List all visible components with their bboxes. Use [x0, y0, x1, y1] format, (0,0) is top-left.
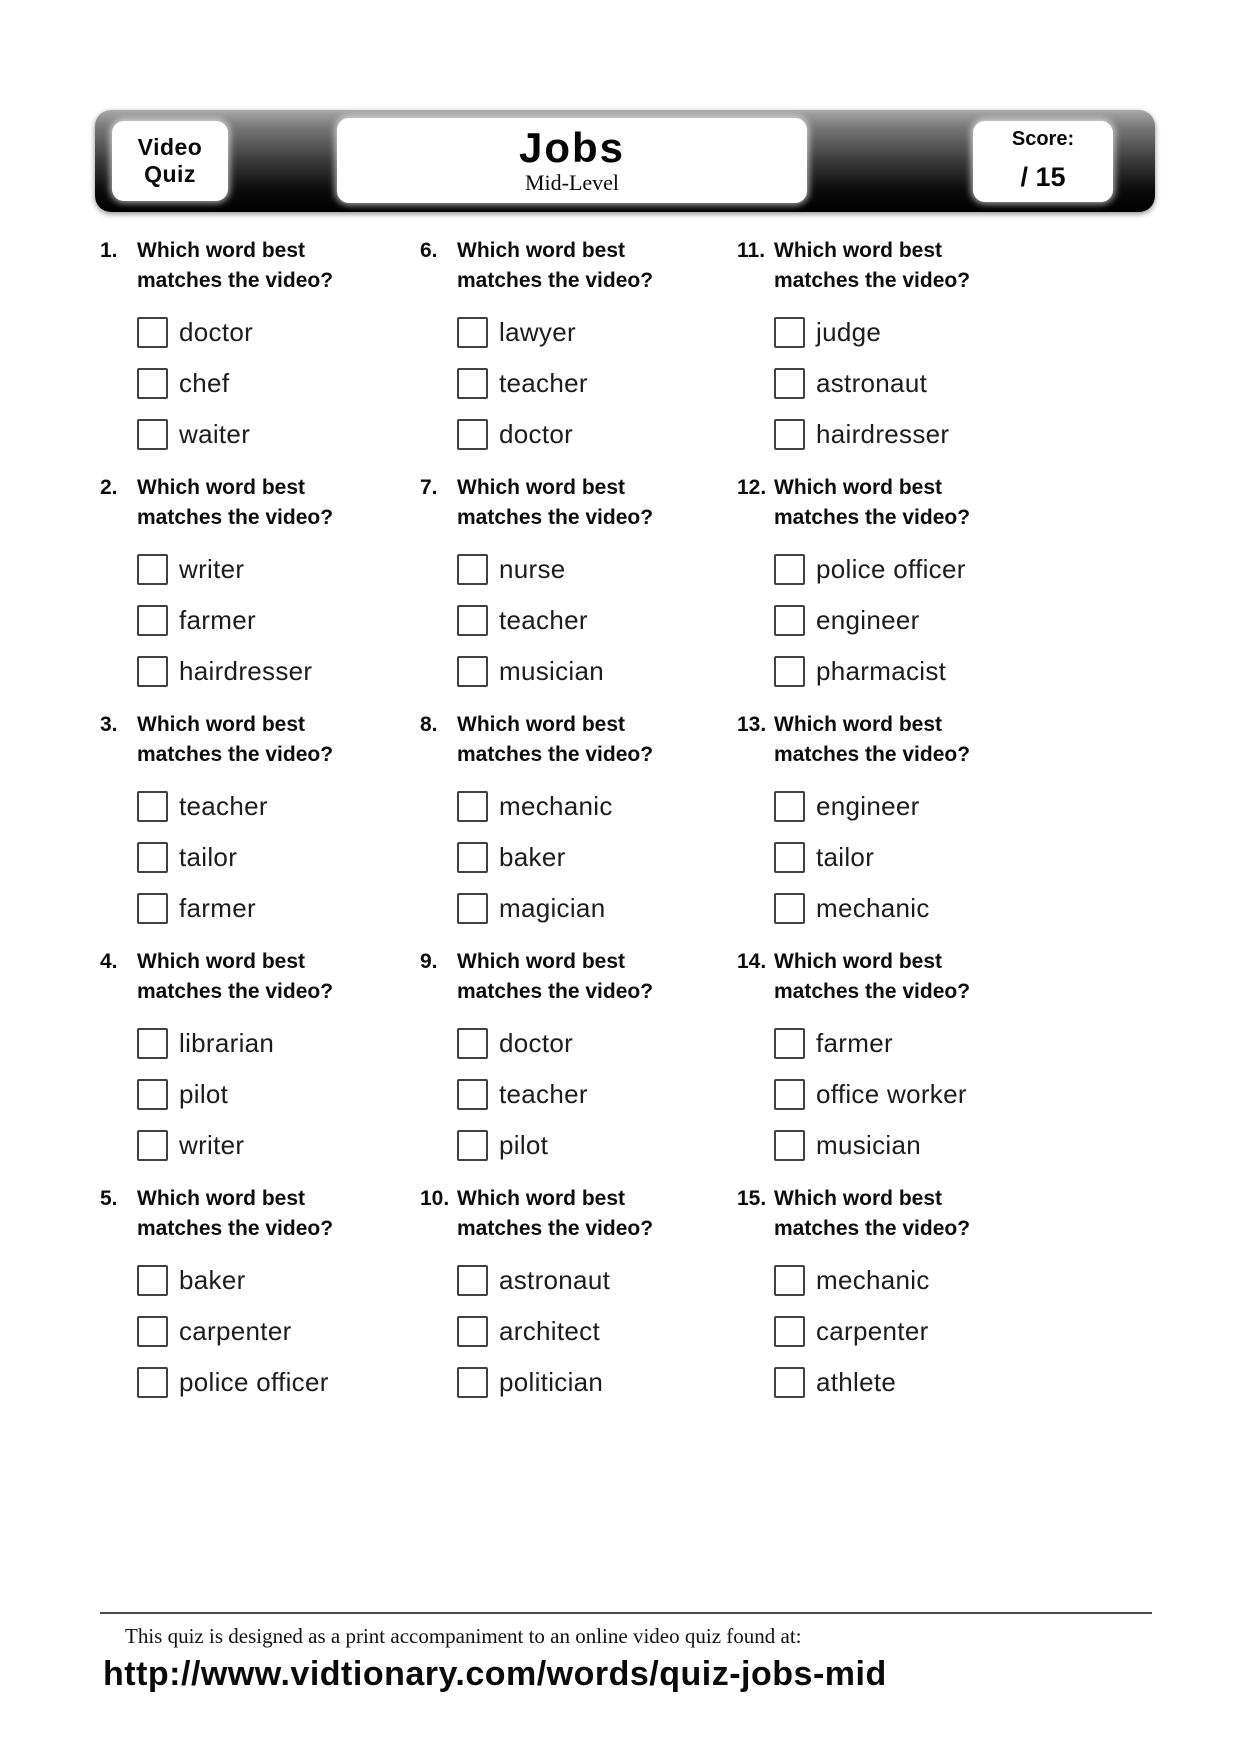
- checkbox[interactable]: [457, 419, 488, 450]
- score-box: [973, 121, 1113, 202]
- checkbox[interactable]: [774, 1316, 805, 1347]
- question-block: [737, 236, 1152, 473]
- question-number: 11.: [737, 239, 766, 262]
- question-number: 5.: [100, 1187, 118, 1210]
- option-label: teacher: [499, 605, 588, 635]
- question-heading: [737, 473, 1152, 533]
- footer-url: http://www.vidtionary.com/words/quiz-jobs-mid: [103, 1655, 887, 1693]
- option-label: politician: [499, 1367, 604, 1397]
- option-row: [774, 646, 1152, 697]
- option-label: police officer: [816, 554, 966, 584]
- option-label: engineer: [816, 791, 920, 821]
- option-row: [774, 1306, 1152, 1357]
- option-row: [774, 1120, 1152, 1171]
- question-heading: [420, 710, 737, 770]
- question-heading: [737, 710, 1152, 770]
- option-row: [137, 358, 420, 409]
- checkbox[interactable]: [457, 1028, 488, 1059]
- option-row: [457, 781, 737, 832]
- options: [137, 1255, 420, 1408]
- question-heading: [100, 947, 420, 1007]
- question-heading: [420, 236, 737, 296]
- option-row: [457, 358, 737, 409]
- question-prompt: Which word best matches the video?: [457, 476, 654, 529]
- question-block: [100, 710, 420, 947]
- question-number: 10.: [420, 1187, 450, 1210]
- option-row: [774, 1255, 1152, 1306]
- question-number: 6.: [420, 239, 438, 262]
- option-row: [137, 595, 420, 646]
- question-heading: [100, 710, 420, 770]
- checkbox[interactable]: [457, 1367, 488, 1398]
- options: [457, 544, 737, 697]
- checkbox[interactable]: [774, 656, 805, 687]
- option-row: [457, 1255, 737, 1306]
- question-prompt: Which word best matches the video?: [137, 950, 334, 1003]
- checkbox[interactable]: [137, 842, 168, 873]
- option-label: writer: [179, 1130, 245, 1160]
- options: [137, 781, 420, 934]
- option-row: [457, 1357, 737, 1408]
- question-block: [100, 236, 420, 473]
- checkbox[interactable]: [137, 1028, 168, 1059]
- question-prompt: Which word best matches the video?: [137, 476, 334, 529]
- checkbox[interactable]: [774, 368, 805, 399]
- option-row: [774, 409, 1152, 460]
- logo-line-2: Quiz: [144, 161, 196, 187]
- checkbox[interactable]: [457, 554, 488, 585]
- option-label: lawyer: [499, 317, 576, 347]
- checkbox[interactable]: [774, 893, 805, 924]
- question-block: [420, 1184, 737, 1421]
- option-label: doctor: [179, 317, 254, 347]
- option-label: hairdresser: [179, 656, 313, 686]
- option-row: [774, 883, 1152, 934]
- options: [774, 781, 1152, 934]
- checkbox[interactable]: [774, 317, 805, 348]
- option-label: teacher: [499, 368, 588, 398]
- option-row: [457, 1120, 737, 1171]
- option-row: [137, 1120, 420, 1171]
- option-label: musician: [499, 656, 604, 686]
- checkbox[interactable]: [457, 791, 488, 822]
- checkbox[interactable]: [774, 1079, 805, 1110]
- question-heading: [420, 1184, 737, 1244]
- question-number: 3.: [100, 713, 118, 736]
- options: [457, 781, 737, 934]
- option-row: [137, 832, 420, 883]
- footer-note: This quiz is designed as a print accompaniment to an online video quiz found at:: [125, 1624, 802, 1648]
- option-label: pharmacist: [816, 656, 947, 686]
- options: [774, 1018, 1152, 1171]
- option-label: architect: [499, 1316, 600, 1346]
- question-number: 8.: [420, 713, 438, 736]
- checkbox[interactable]: [137, 1367, 168, 1398]
- option-row: [774, 358, 1152, 409]
- option-label: athlete: [816, 1367, 897, 1397]
- question-prompt: Which word best matches the video?: [137, 1187, 334, 1240]
- option-row: [137, 307, 420, 358]
- option-row: [137, 883, 420, 934]
- option-row: [774, 595, 1152, 646]
- question-prompt: Which word best matches the video?: [774, 476, 971, 529]
- checkbox[interactable]: [774, 1265, 805, 1296]
- option-row: [137, 409, 420, 460]
- question-prompt: Which word best matches the video?: [137, 713, 334, 766]
- question-block: [420, 710, 737, 947]
- footer-divider: [100, 1612, 1152, 1614]
- options: [137, 307, 420, 460]
- option-label: teacher: [179, 791, 268, 821]
- question-number: 15.: [737, 1187, 767, 1210]
- checkbox[interactable]: [137, 791, 168, 822]
- question-prompt: Which word best matches the video?: [457, 239, 654, 292]
- option-label: baker: [499, 842, 566, 872]
- question-heading: [420, 473, 737, 533]
- question-number: 9.: [420, 950, 438, 973]
- question-number: 7.: [420, 476, 438, 499]
- option-label: magician: [499, 893, 606, 923]
- question-block: [420, 236, 737, 473]
- question-number: 14.: [737, 950, 767, 973]
- question-block: [737, 710, 1152, 947]
- option-row: [137, 1069, 420, 1120]
- option-row: [774, 544, 1152, 595]
- option-label: judge: [816, 317, 882, 347]
- option-label: pilot: [179, 1079, 229, 1109]
- question-prompt: Which word best matches the video?: [774, 950, 971, 1003]
- question-number: 1.: [100, 239, 118, 262]
- option-label: police officer: [179, 1367, 329, 1397]
- question-number: 2.: [100, 476, 118, 499]
- options: [457, 1255, 737, 1408]
- option-label: mechanic: [499, 791, 613, 821]
- checkbox[interactable]: [457, 368, 488, 399]
- option-row: [457, 307, 737, 358]
- checkbox[interactable]: [774, 791, 805, 822]
- option-label: astronaut: [816, 368, 928, 398]
- checkbox[interactable]: [457, 656, 488, 687]
- question-heading: [420, 947, 737, 1007]
- option-row: [774, 1018, 1152, 1069]
- question-heading: [737, 236, 1152, 296]
- option-label: tailor: [179, 842, 238, 872]
- page-title: Jobs: [518, 124, 626, 171]
- option-label: farmer: [816, 1028, 893, 1058]
- option-row: [774, 1069, 1152, 1120]
- score-label: Score:: [1011, 128, 1075, 150]
- checkbox[interactable]: [457, 842, 488, 873]
- option-label: hairdresser: [816, 419, 950, 449]
- question-heading: [100, 1184, 420, 1244]
- option-row: [774, 832, 1152, 883]
- question-prompt: Which word best matches the video?: [137, 239, 334, 292]
- checkbox[interactable]: [457, 317, 488, 348]
- options: [774, 544, 1152, 697]
- question-block: [737, 947, 1152, 1184]
- option-label: office worker: [816, 1079, 967, 1109]
- option-row: [457, 646, 737, 697]
- options: [457, 307, 737, 460]
- option-row: [137, 1018, 420, 1069]
- checkbox[interactable]: [457, 1265, 488, 1296]
- video-quiz-logo: [112, 121, 228, 201]
- page-subtitle: Mid-Level: [524, 170, 620, 195]
- option-row: [774, 307, 1152, 358]
- logo-line-1: Video: [137, 134, 203, 160]
- checkbox[interactable]: [774, 842, 805, 873]
- options: [137, 544, 420, 697]
- option-label: doctor: [499, 1028, 574, 1058]
- option-label: mechanic: [816, 1265, 930, 1295]
- option-label: baker: [179, 1265, 246, 1295]
- option-label: farmer: [179, 893, 256, 923]
- option-label: chef: [179, 368, 230, 398]
- options: [137, 1018, 420, 1171]
- question-heading: [100, 236, 420, 296]
- question-prompt: Which word best matches the video?: [457, 713, 654, 766]
- option-row: [137, 1255, 420, 1306]
- option-label: engineer: [816, 605, 920, 635]
- question-prompt: Which word best matches the video?: [774, 713, 971, 766]
- question-number: 13.: [737, 713, 767, 736]
- option-row: [457, 409, 737, 460]
- option-row: [457, 883, 737, 934]
- option-label: nurse: [499, 554, 566, 584]
- checkbox[interactable]: [137, 605, 168, 636]
- question-heading: [737, 1184, 1152, 1244]
- checkbox[interactable]: [457, 1316, 488, 1347]
- checkbox[interactable]: [457, 605, 488, 636]
- checkbox[interactable]: [137, 317, 168, 348]
- option-label: tailor: [816, 842, 875, 872]
- checkbox[interactable]: [774, 554, 805, 585]
- option-row: [457, 595, 737, 646]
- question-number: 4.: [100, 950, 118, 973]
- score-value: / 15: [1020, 162, 1066, 192]
- option-row: [457, 544, 737, 595]
- checkbox[interactable]: [137, 1130, 168, 1161]
- option-label: doctor: [499, 419, 574, 449]
- option-row: [457, 1069, 737, 1120]
- question-block: [737, 1184, 1152, 1421]
- question-prompt: Which word best matches the video?: [457, 950, 654, 1003]
- checkbox[interactable]: [774, 1130, 805, 1161]
- checkbox[interactable]: [137, 419, 168, 450]
- checkbox[interactable]: [774, 1028, 805, 1059]
- question-prompt: Which word best matches the video?: [457, 1187, 654, 1240]
- options: [774, 1255, 1152, 1408]
- option-label: astronaut: [499, 1265, 611, 1295]
- option-row: [457, 832, 737, 883]
- option-row: [137, 544, 420, 595]
- checkbox[interactable]: [457, 893, 488, 924]
- checkbox[interactable]: [137, 1265, 168, 1296]
- question-block: [100, 1184, 420, 1421]
- questions-grid: [100, 236, 1152, 1421]
- option-row: [774, 1357, 1152, 1408]
- option-row: [137, 781, 420, 832]
- checkbox[interactable]: [774, 605, 805, 636]
- question-block: [737, 473, 1152, 710]
- option-label: pilot: [499, 1130, 549, 1160]
- option-label: waiter: [179, 419, 251, 449]
- option-label: carpenter: [179, 1316, 292, 1346]
- checkbox[interactable]: [137, 656, 168, 687]
- option-row: [457, 1018, 737, 1069]
- question-block: [420, 473, 737, 710]
- checkbox[interactable]: [774, 1367, 805, 1398]
- option-row: [137, 646, 420, 697]
- option-row: [457, 1306, 737, 1357]
- option-label: writer: [179, 554, 245, 584]
- checkbox[interactable]: [457, 1079, 488, 1110]
- option-row: [774, 781, 1152, 832]
- checkbox[interactable]: [137, 1079, 168, 1110]
- question-block: [100, 473, 420, 710]
- header-bar: [95, 110, 1155, 212]
- question-heading: [100, 473, 420, 533]
- question-prompt: Which word best matches the video?: [774, 1187, 971, 1240]
- option-label: teacher: [499, 1079, 588, 1109]
- options: [457, 1018, 737, 1171]
- checkbox[interactable]: [774, 419, 805, 450]
- option-label: mechanic: [816, 893, 930, 923]
- question-block: [420, 947, 737, 1184]
- checkbox[interactable]: [457, 1130, 488, 1161]
- question-number: 12.: [737, 476, 767, 499]
- quiz-title-box: [337, 118, 807, 203]
- question-prompt: Which word best matches the video?: [774, 239, 971, 292]
- option-row: [137, 1306, 420, 1357]
- option-row: [137, 1357, 420, 1408]
- question-block: [100, 947, 420, 1184]
- option-label: librarian: [179, 1028, 275, 1058]
- checkbox[interactable]: [137, 554, 168, 585]
- option-label: musician: [816, 1130, 921, 1160]
- options: [774, 307, 1152, 460]
- checkbox[interactable]: [137, 1316, 168, 1347]
- checkbox[interactable]: [137, 368, 168, 399]
- checkbox[interactable]: [137, 893, 168, 924]
- option-label: carpenter: [816, 1316, 929, 1346]
- question-heading: [737, 947, 1152, 1007]
- option-label: farmer: [179, 605, 256, 635]
